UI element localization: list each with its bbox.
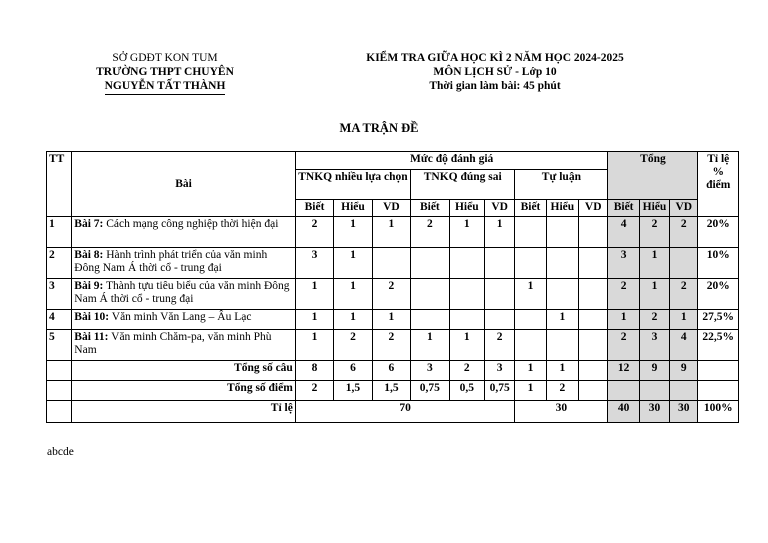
count-cell <box>670 248 698 279</box>
total-cell: 6 <box>334 361 372 381</box>
count-cell: 1 <box>334 217 372 248</box>
total-cell: 9 <box>639 361 669 381</box>
lesson-cell <box>72 279 296 310</box>
count-cell <box>484 248 514 279</box>
header-level-known: Biết <box>411 200 449 217</box>
header-tnkq-multiple-choice: TNKQ nhiều lựa chọn <box>295 170 410 200</box>
count-cell: 2 <box>639 310 669 330</box>
count-cell <box>579 248 608 279</box>
total-cell: 6 <box>372 361 410 381</box>
lesson-description: Văn minh Văn Lang – Âu Lạc <box>109 311 252 323</box>
lesson-name: Bài 9: <box>74 280 104 292</box>
count-cell <box>449 248 484 279</box>
total-cell <box>639 381 669 401</box>
department-name: SỞ GDĐT KON TUM <box>112 52 218 64</box>
total-cell: 0,75 <box>484 381 514 401</box>
total-cell: 2 <box>295 381 333 401</box>
ratio-total-known: 40 <box>608 401 639 423</box>
ratio-row <box>47 401 739 423</box>
count-cell: 2 <box>334 330 372 361</box>
school-name-line2: NGUYỄN TẤT THÀNH <box>105 79 226 95</box>
count-cell: 2 <box>608 330 639 361</box>
table-row <box>47 279 739 310</box>
count-cell <box>579 310 608 330</box>
count-cell <box>515 217 546 248</box>
count-cell <box>546 330 578 361</box>
count-cell: 1 <box>411 330 449 361</box>
header-level-understood: Hiểu <box>449 200 484 217</box>
exam-header <box>340 51 650 93</box>
count-cell: 2 <box>372 330 410 361</box>
count-cell: 1 <box>295 279 333 310</box>
total-cell: 2 <box>546 381 578 401</box>
ratio-essay: 30 <box>515 401 608 423</box>
count-cell <box>411 248 449 279</box>
table-row <box>47 248 739 279</box>
lesson-name: Bài 7: <box>74 218 104 230</box>
total-cell: 1 <box>546 361 578 381</box>
empty-cell <box>47 381 72 401</box>
count-cell: 1 <box>515 279 546 310</box>
lesson-description: Văn minh Chăm-pa, văn minh Phù Nam <box>74 331 272 356</box>
exam-subject: MÔN LỊCH SỬ - Lớp 10 <box>433 66 557 78</box>
count-cell: 1 <box>334 279 372 310</box>
ratio-cell: 27,5% <box>698 310 739 330</box>
header-level-known: Biết <box>295 200 333 217</box>
header-level-applied: VD <box>579 200 608 217</box>
ratio-row-label: Tỉ lệ <box>72 401 296 423</box>
count-cell <box>449 310 484 330</box>
lesson-name: Bài 11: <box>74 331 109 343</box>
count-cell: 2 <box>608 279 639 310</box>
total-cell: 3 <box>484 361 514 381</box>
empty-cell <box>47 361 72 381</box>
page-title: MA TRẬN ĐỀ <box>339 121 419 135</box>
ratio-objective: 70 <box>295 401 514 423</box>
total-points-row <box>47 381 739 401</box>
lesson-description: Thành tựu tiêu biểu của văn minh Đông Nam Á thời cổ - trung đại <box>74 280 290 305</box>
ratio-cell: 20% <box>698 279 739 310</box>
count-cell: 3 <box>295 248 333 279</box>
total-cell: 3 <box>411 361 449 381</box>
header-level-understood: Hiểu <box>546 200 578 217</box>
header-level-applied: VD <box>670 200 698 217</box>
header-level-understood: Hiểu <box>639 200 669 217</box>
count-cell: 1 <box>449 330 484 361</box>
row-number: 5 <box>47 330 72 361</box>
total-cell: 2 <box>449 361 484 381</box>
count-cell: 1 <box>639 248 669 279</box>
count-cell: 1 <box>372 217 410 248</box>
empty-cell <box>47 401 72 423</box>
count-cell: 1 <box>546 310 578 330</box>
count-cell: 2 <box>670 217 698 248</box>
count-cell <box>515 248 546 279</box>
row-number: 3 <box>47 279 72 310</box>
count-cell <box>411 310 449 330</box>
exam-duration: Thời gian làm bài: 45 phút <box>429 80 561 92</box>
school-header <box>80 51 250 95</box>
lesson-description: Hành trình phát triển của văn minh Đông Nam Á thời cổ - trung đại <box>74 249 268 274</box>
total-cell: 1 <box>515 361 546 381</box>
lesson-name: Bài 8: <box>74 249 104 261</box>
count-cell <box>484 279 514 310</box>
count-cell: 1 <box>449 217 484 248</box>
count-cell: 2 <box>670 279 698 310</box>
lesson-cell <box>72 217 296 248</box>
total-cell <box>608 381 639 401</box>
total-cell: 0,5 <box>449 381 484 401</box>
count-cell: 2 <box>639 217 669 248</box>
count-cell <box>546 248 578 279</box>
count-cell: 4 <box>608 217 639 248</box>
ratio-overall: 100% <box>698 401 739 423</box>
total-cell <box>579 381 608 401</box>
total-cell: 1,5 <box>372 381 410 401</box>
count-cell: 4 <box>670 330 698 361</box>
ratio-cell <box>698 361 739 381</box>
row-number: 1 <box>47 217 72 248</box>
header-level-applied: VD <box>484 200 514 217</box>
lesson-cell <box>72 248 296 279</box>
count-cell <box>449 279 484 310</box>
footnote-text: abcde <box>47 446 74 458</box>
total-cell <box>670 381 698 401</box>
count-cell: 1 <box>639 279 669 310</box>
total-cell: 1 <box>515 381 546 401</box>
count-cell <box>579 279 608 310</box>
count-cell: 1 <box>334 248 372 279</box>
count-cell <box>484 310 514 330</box>
header-total: Tổng <box>608 152 698 200</box>
count-cell <box>579 217 608 248</box>
header-assessment-level: Mức độ đánh giá <box>295 152 608 170</box>
total-questions-row-label: Tổng số câu <box>72 361 296 381</box>
ratio-cell <box>698 381 739 401</box>
header-level-understood: Hiểu <box>334 200 372 217</box>
ratio-cell: 22,5% <box>698 330 739 361</box>
count-cell <box>546 217 578 248</box>
count-cell: 3 <box>608 248 639 279</box>
count-cell: 1 <box>608 310 639 330</box>
exam-title: KIỂM TRA GIỮA HỌC KÌ 2 NĂM HỌC 2024-2025 <box>366 52 624 64</box>
count-cell <box>515 310 546 330</box>
total-cell: 1,5 <box>334 381 372 401</box>
count-cell <box>372 248 410 279</box>
count-cell <box>515 330 546 361</box>
total-cell: 9 <box>670 361 698 381</box>
total-cell: 12 <box>608 361 639 381</box>
count-cell: 1 <box>334 310 372 330</box>
header-lesson: Bài <box>72 152 296 217</box>
school-name-line1: TRƯỜNG THPT CHUYÊN <box>96 66 234 78</box>
total-questions-row <box>47 361 739 381</box>
count-cell: 2 <box>295 217 333 248</box>
total-points-row-label: Tổng số điểm <box>72 381 296 401</box>
row-number: 4 <box>47 310 72 330</box>
count-cell <box>546 279 578 310</box>
lesson-description: Cách mạng công nghiệp thời hiện đại <box>103 218 279 230</box>
table-row <box>47 330 739 361</box>
count-cell <box>411 279 449 310</box>
lesson-cell <box>72 330 296 361</box>
count-cell: 1 <box>295 310 333 330</box>
table-row <box>47 217 739 248</box>
header-level-known: Biết <box>608 200 639 217</box>
count-cell: 1 <box>372 310 410 330</box>
row-number: 2 <box>47 248 72 279</box>
lesson-name: Bài 10: <box>74 311 110 323</box>
exam-matrix-table <box>46 151 739 423</box>
total-cell: 0,75 <box>411 381 449 401</box>
table-row <box>47 310 739 330</box>
header-essay: Tự luận <box>515 170 608 200</box>
count-cell: 2 <box>372 279 410 310</box>
count-cell: 1 <box>295 330 333 361</box>
ratio-cell: 10% <box>698 248 739 279</box>
ratio-total-understood: 30 <box>639 401 669 423</box>
header-ratio: Tỉ lệ % điểm <box>698 152 739 217</box>
count-cell: 2 <box>411 217 449 248</box>
count-cell <box>579 330 608 361</box>
header-tt: TT <box>47 152 72 217</box>
count-cell: 3 <box>639 330 669 361</box>
count-cell: 1 <box>484 217 514 248</box>
header-level-known: Biết <box>515 200 546 217</box>
ratio-cell: 20% <box>698 217 739 248</box>
header-tnkq-true-false: TNKQ đúng sai <box>411 170 515 200</box>
lesson-cell <box>72 310 296 330</box>
total-cell <box>579 361 608 381</box>
header-level-applied: VD <box>372 200 410 217</box>
count-cell: 1 <box>670 310 698 330</box>
count-cell: 2 <box>484 330 514 361</box>
total-cell: 8 <box>295 361 333 381</box>
ratio-total-applied: 30 <box>670 401 698 423</box>
